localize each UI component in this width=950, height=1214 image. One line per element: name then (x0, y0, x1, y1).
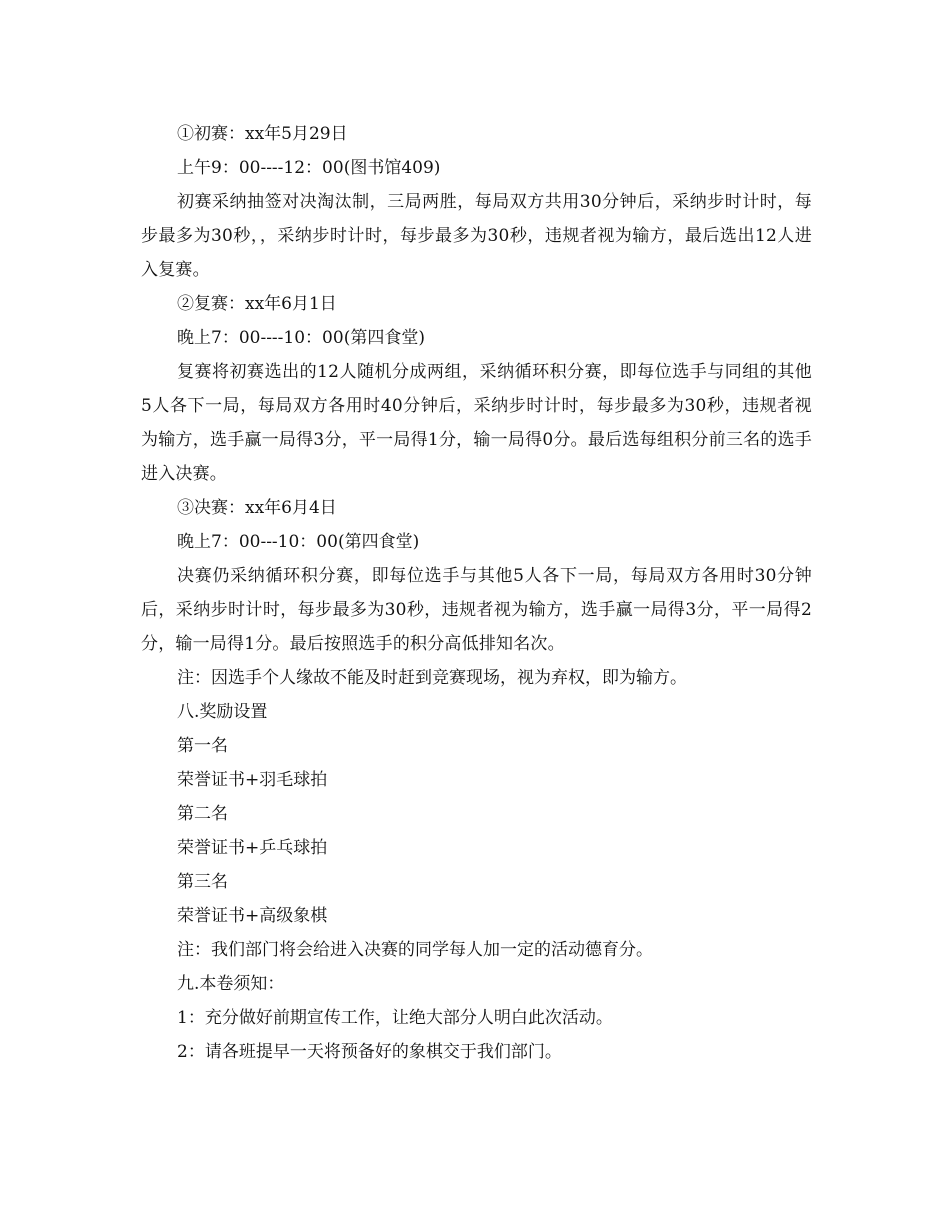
preliminary-round-time: 上午9：00----12：00(图书馆409) (177, 158, 441, 178)
final-round-date: ③决赛：xx年6月4日 (177, 498, 337, 518)
third-place-label: 第三名 (177, 872, 228, 892)
note-item-2: 2：请各班提早一天将预备好的象棋交于我们部门。 (177, 1042, 562, 1062)
third-place-prize: 荣誉证书+高级象棋 (177, 906, 328, 926)
final-round-time: 晚上7：00---10：00(第四食堂) (177, 532, 420, 552)
second-place-prize: 荣誉证书+乒乓球拍 (177, 838, 328, 858)
preliminary-round-rules: 初赛采纳抽签对决淘汰制，三局两胜，每局双方共用30分钟后，采纳步时计时，每步最多为30秒，，采纳步时计时，每步最多为30秒，违规者视为输方，最后选出12人进入复赛。 (141, 192, 812, 280)
preliminary-round-date: ①初赛：xx年5月29日 (177, 124, 348, 144)
first-place-label: 第一名 (177, 736, 228, 756)
section-heading-awards: 八.奖励设置 (177, 702, 268, 722)
credit-note: 注：我们部门将会给进入决赛的同学每人加一定的活动德育分。 (177, 940, 653, 960)
second-place-label: 第二名 (177, 804, 228, 824)
second-round-time: 晚上7：00----10：00(第四食堂) (177, 328, 425, 348)
second-round-rules: 复赛将初赛选出的12人随机分成两组，采纳循环积分赛，即每位选手与同组的其他5人各下一局，每局双方各用时40分钟后，采纳步时计时，每步最多为30秒，违规者视为输方，选手赢一局得3分，平一局得1分，输一局得0分。最后选每组积分前三名的选手进入决赛。 (141, 362, 812, 484)
section-heading-notes: 九.本卷须知： (177, 974, 285, 994)
final-round-rules: 决赛仍采纳循环积分赛，即每位选手与其他5人各下一局，每局双方各用时30分钟后，采纳步时计时，每步最多为30秒，违规者视为输方，选手赢一局得3分，平一局得2分，输一局得1分。最后按照选手的积分高低排知名次。 (141, 566, 812, 654)
first-place-prize: 荣誉证书+羽毛球拍 (177, 770, 328, 790)
note-item-1: 1：充分做好前期宣传工作，让绝大部分人明白此次活动。 (177, 1008, 613, 1028)
second-round-date: ②复赛：xx年6月1日 (177, 294, 337, 314)
forfeit-note: 注：因选手个人缘故不能及时赶到竞赛现场，视为弃权，即为输方。 (177, 668, 687, 688)
